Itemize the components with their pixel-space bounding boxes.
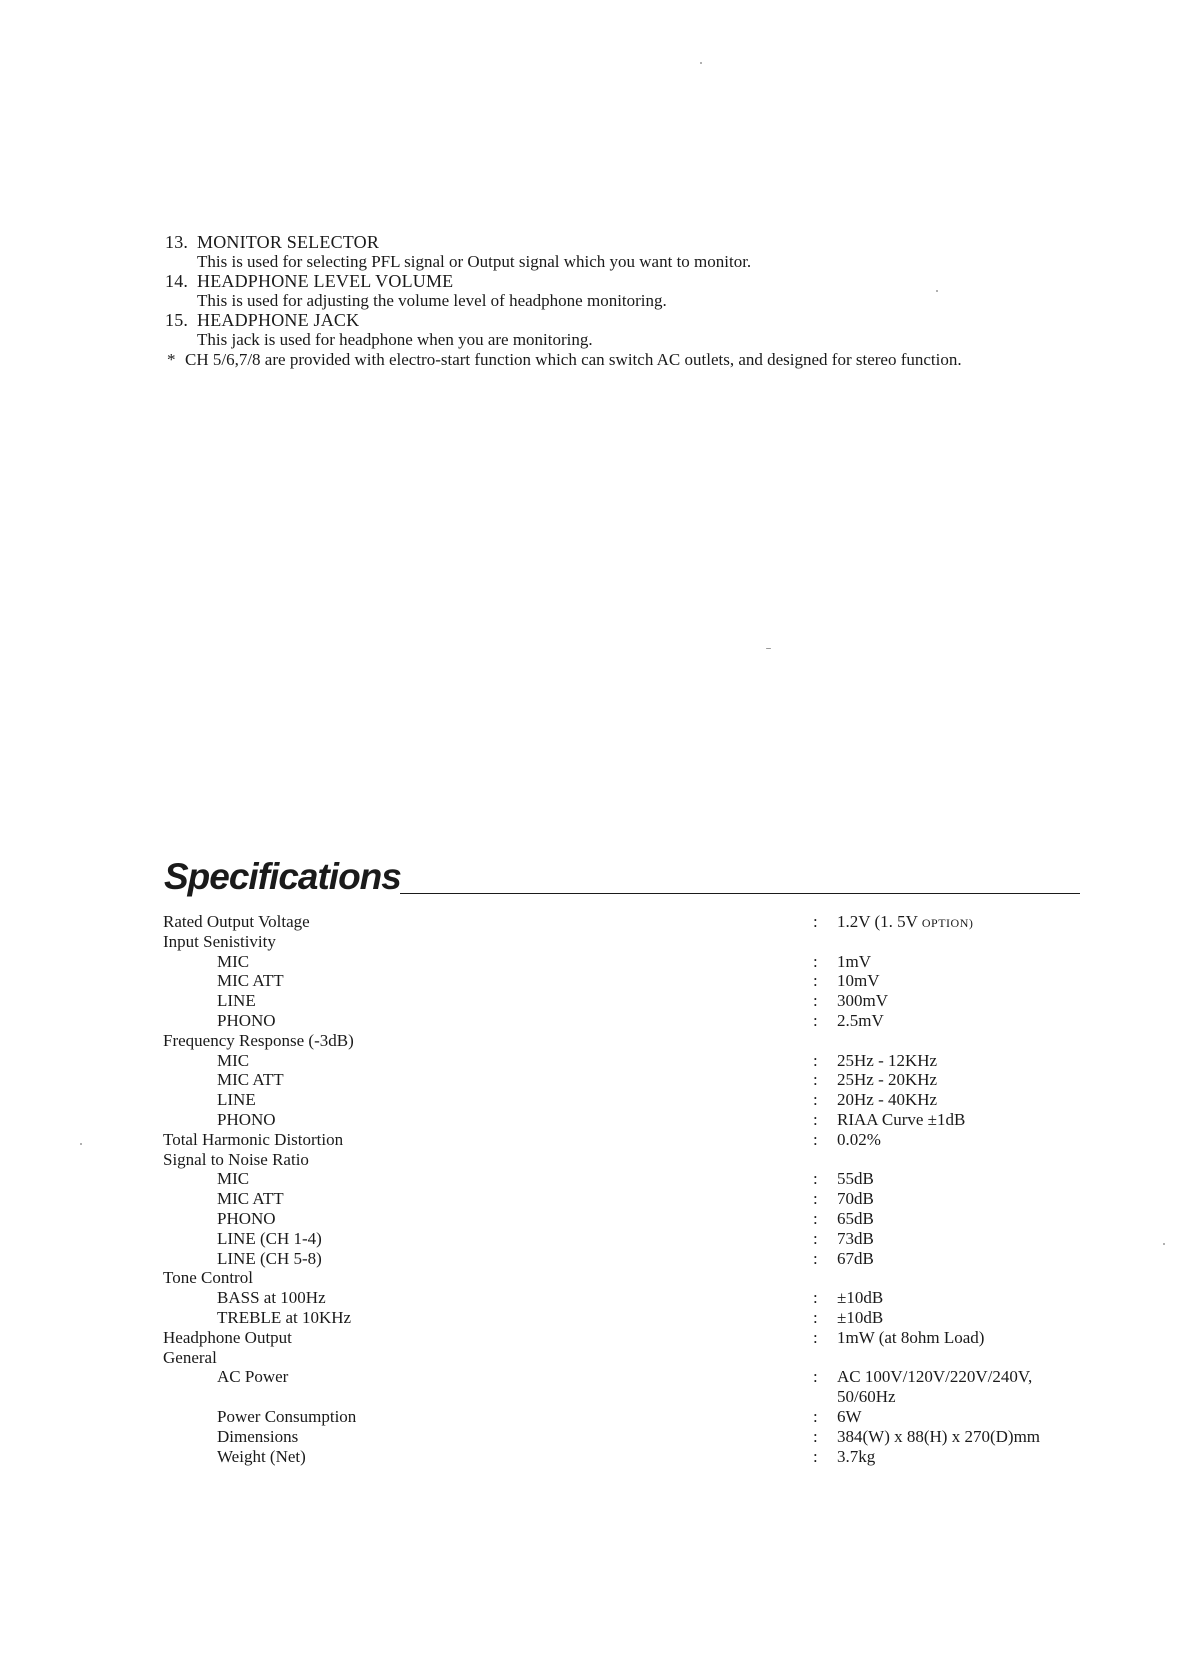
spec-value-text: 25Hz - 12KHz: [837, 1050, 938, 1070]
spec-value-text: 67dB: [837, 1248, 874, 1268]
scan-speck: [700, 62, 702, 64]
specifications-header: [164, 855, 1080, 905]
control-item-headphone-jack: [165, 310, 1085, 349]
spec-value: [837, 1427, 1083, 1447]
specifications-table: [163, 912, 1083, 1467]
spec-value-text: 300mV: [837, 991, 888, 1011]
spec-label: Frequency Response (-3dB): [163, 1030, 354, 1050]
spec-value-option: OPTION): [921, 916, 974, 930]
spec-colon: :: [813, 1307, 818, 1327]
scan-speck: [1163, 1243, 1165, 1245]
spec-value: [837, 1110, 1083, 1130]
spec-value-text: 73dB: [837, 1228, 874, 1248]
spec-colon: :: [813, 971, 818, 991]
spec-value: [837, 1288, 1083, 1308]
spec-colon: :: [813, 991, 818, 1011]
spec-value: [837, 912, 1083, 933]
spec-value: [837, 952, 1083, 972]
spec-value: [837, 1249, 1083, 1269]
spec-row: [163, 952, 1083, 972]
spec-row: [163, 1427, 1083, 1447]
spec-value: [837, 1189, 1083, 1209]
spec-row: [163, 1308, 1083, 1328]
spec-label: PHONO: [217, 1208, 276, 1228]
spec-colon: :: [813, 1446, 818, 1466]
spec-value: [837, 1051, 1083, 1071]
spec-label: MIC ATT: [217, 971, 284, 991]
spec-label: Total Harmonic Distortion: [163, 1129, 344, 1149]
spec-colon: :: [813, 1288, 818, 1308]
spec-value: [837, 971, 1083, 991]
spec-colon: :: [813, 1189, 818, 1209]
control-title: HEADPHONE LEVEL VOLUME: [197, 271, 454, 291]
spec-value-text: 6W: [837, 1407, 862, 1427]
spec-row: [163, 1328, 1083, 1348]
spec-colon: :: [813, 1109, 818, 1129]
spec-row: [163, 1150, 1083, 1170]
spec-label: Weight (Net): [217, 1446, 306, 1466]
scan-speck: [80, 1143, 82, 1145]
spec-label: Tone Control: [163, 1268, 253, 1288]
spec-row: [163, 991, 1083, 1011]
spec-value-text: RIAA Curve ±1dB: [837, 1109, 966, 1129]
spec-label: LINE: [217, 991, 256, 1011]
control-item-monitor-selector: [165, 232, 1085, 271]
spec-value: [837, 1308, 1083, 1328]
spec-row: [163, 1130, 1083, 1150]
spec-value-text: ±10dB: [837, 1307, 884, 1327]
spec-value: [837, 1070, 1083, 1090]
spec-row: [163, 1051, 1083, 1071]
spec-label: LINE (CH 1-4): [217, 1228, 322, 1248]
spec-value: [837, 1447, 1083, 1467]
spec-label: PHONO: [217, 1109, 276, 1129]
spec-value-text: 65dB: [837, 1208, 874, 1228]
spec-label: PHONO: [217, 1010, 276, 1030]
spec-row: [163, 1189, 1083, 1209]
spec-label: MIC: [217, 1050, 250, 1070]
spec-row: [163, 1209, 1083, 1229]
spec-colon: :: [813, 1050, 818, 1070]
scan-speck: [766, 648, 771, 649]
control-number: 15.: [165, 310, 189, 330]
spec-colon: :: [813, 1208, 818, 1228]
spec-row: [163, 1268, 1083, 1288]
spec-colon: :: [813, 1407, 818, 1427]
spec-label: Input Senistivity: [163, 931, 276, 951]
scan-speck: [936, 290, 938, 292]
spec-value-text: 1mW (at 8ohm Load): [837, 1327, 985, 1347]
specifications-title: Specifications: [164, 856, 401, 897]
spec-colon: :: [813, 1427, 818, 1447]
spec-row: [163, 1407, 1083, 1427]
spec-colon: :: [813, 912, 818, 931]
spec-colon: :: [813, 1169, 818, 1189]
spec-value: [837, 1209, 1083, 1229]
spec-label: LINE (CH 5-8): [217, 1248, 322, 1268]
spec-colon: :: [813, 1228, 818, 1248]
spec-row: [163, 1447, 1083, 1467]
spec-row: [163, 1031, 1083, 1051]
spec-value-text: ±10dB: [837, 1288, 884, 1308]
spec-label: Dimensions: [217, 1427, 299, 1447]
spec-label: Power Consumption: [217, 1407, 357, 1427]
spec-label: LINE: [217, 1090, 256, 1110]
spec-value: [837, 1090, 1083, 1110]
control-description: This is used for selecting PFL signal or Output signal which you want to monitor.: [197, 252, 752, 271]
spec-label: MIC: [217, 951, 250, 971]
control-descriptions: [165, 232, 1085, 370]
spec-row: [163, 1348, 1083, 1368]
spec-row: [163, 932, 1083, 952]
spec-row: [163, 1288, 1083, 1308]
spec-label: MIC ATT: [217, 1189, 284, 1209]
note-text: CH 5/6,7/8 are provided with electro-start function which can switch AC outlets, and designed for stereo function.: [185, 350, 962, 369]
spec-value-text: 55dB: [837, 1169, 874, 1189]
spec-colon: :: [813, 1129, 818, 1149]
spec-value: [837, 1229, 1083, 1249]
spec-row: [163, 1169, 1083, 1189]
spec-row: [163, 912, 1083, 932]
spec-colon: :: [813, 1090, 818, 1110]
spec-value-text: 384(W) x 88(H) x 270(D)mm: [837, 1427, 1041, 1447]
spec-row: [163, 1090, 1083, 1110]
spec-label: MIC ATT: [217, 1070, 284, 1090]
spec-value-text: 0.02%: [837, 1129, 881, 1149]
spec-value: [837, 1407, 1083, 1427]
spec-row: [163, 1249, 1083, 1269]
spec-value: [837, 991, 1083, 1011]
spec-colon: :: [813, 951, 818, 971]
control-number: 13.: [165, 232, 189, 252]
spec-colon: :: [813, 1070, 818, 1090]
spec-row: [163, 1110, 1083, 1130]
spec-value-text: 10mV: [837, 971, 880, 991]
spec-row: [163, 1229, 1083, 1249]
spec-value-text: 1mV: [837, 951, 871, 971]
stereo-channel-note: [165, 350, 1085, 370]
asterisk-mark: *: [167, 350, 176, 369]
spec-value: [837, 1328, 1083, 1348]
spec-value: [837, 1130, 1083, 1150]
spec-label: Headphone Output: [163, 1327, 292, 1347]
spec-value: [837, 1367, 1083, 1407]
spec-label: AC Power: [217, 1367, 289, 1387]
spec-label: MIC: [217, 1169, 250, 1189]
spec-row: [163, 971, 1083, 991]
spec-label: Rated Output Voltage: [163, 912, 310, 931]
spec-label: BASS at 100Hz: [217, 1288, 326, 1308]
spec-value-text: 2.5mV: [837, 1010, 884, 1030]
spec-value: [837, 1011, 1083, 1031]
control-title: HEADPHONE JACK: [197, 310, 360, 330]
spec-value-text: 3.7kg: [837, 1446, 876, 1466]
spec-row: [163, 1011, 1083, 1031]
spec-colon: :: [813, 1010, 818, 1030]
spec-row: [163, 1367, 1083, 1407]
spec-value-text: 1.2V (1. 5V: [837, 912, 922, 931]
control-description: This is used for adjusting the volume level of headphone monitoring.: [197, 291, 667, 310]
spec-value-text: AC 100V/120V/220V/240V, 50/60Hz: [837, 1367, 1033, 1407]
spec-label: TREBLE at 10KHz: [217, 1307, 352, 1327]
control-description: This jack is used for headphone when you are monitoring.: [197, 330, 593, 349]
spec-colon: :: [813, 1367, 818, 1387]
spec-value-text: 20Hz - 40KHz: [837, 1090, 938, 1110]
title-rule: [400, 893, 1080, 894]
spec-label: General: [163, 1347, 217, 1367]
control-item-headphone-level-volume: [165, 271, 1085, 310]
control-title: MONITOR SELECTOR: [197, 232, 380, 252]
control-number: 14.: [165, 271, 189, 291]
spec-colon: :: [813, 1327, 818, 1347]
spec-colon: :: [813, 1248, 818, 1268]
spec-label: Signal to Noise Ratio: [163, 1149, 309, 1169]
spec-row: [163, 1070, 1083, 1090]
spec-value: [837, 1169, 1083, 1189]
spec-value-text: 70dB: [837, 1189, 874, 1209]
spec-value-text: 25Hz - 20KHz: [837, 1070, 938, 1090]
